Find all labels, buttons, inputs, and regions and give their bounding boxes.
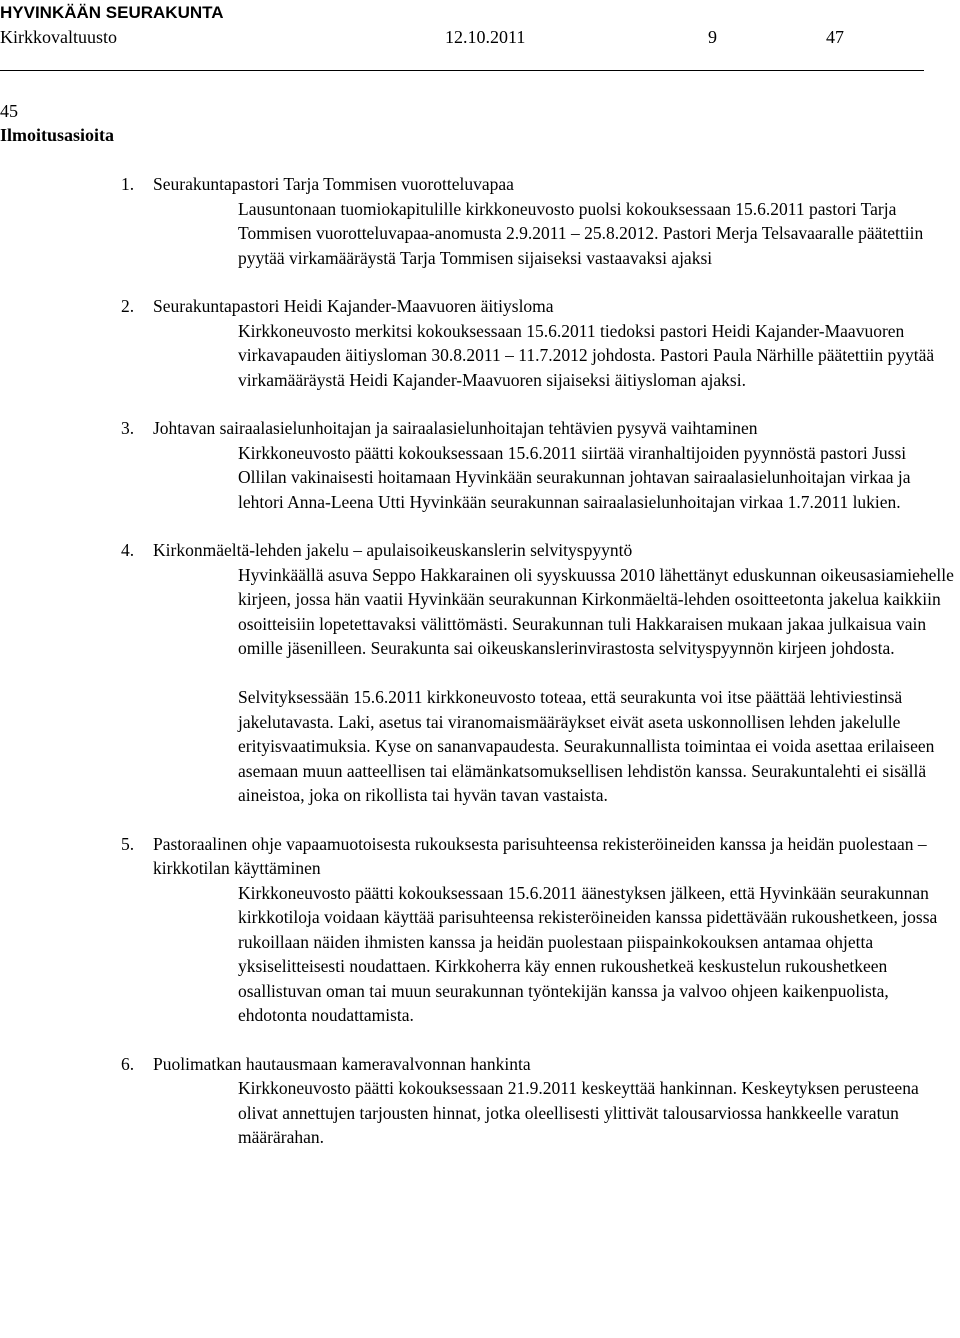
item-paragraph: Lausuntonaan tuomiokapitulille kirkkoneuvosto puolsi kokouksessaan 15.6.2011 pastori Tarja Tommisen vuorotteluvapaa-anomusta 2.9.2011 – 25.8.2012. Pastori Merja Telsavaaralle päätettiin pyytää virkamääräystä Tarja Tommisen sijaiseksi vastaavaksi ajaksi bbox=[238, 198, 924, 268]
announcement-item bbox=[0, 538, 960, 808]
header-rule bbox=[0, 70, 924, 71]
item-number: 6. bbox=[121, 1053, 135, 1074]
item-body bbox=[153, 563, 960, 808]
item-number: 5. bbox=[121, 833, 135, 854]
header-page-number: 9 bbox=[708, 27, 717, 47]
header-meta-line bbox=[0, 24, 935, 50]
item-title: Seurakuntapastori Heidi Kajander-Maavuoren äitiysloma bbox=[153, 296, 554, 316]
item-title: Pastoraalinen ohje vapaamuotoisesta rukouksesta parisuhteensa rekisteröineiden kanssa ja heidän puolestaan – kirkkotilan käyttäminen bbox=[153, 833, 927, 878]
organization-name: HYVINKÄÄN SEURAKUNTA bbox=[0, 3, 224, 22]
header-item-number: 47 bbox=[826, 27, 844, 47]
item-title: Seurakuntapastori Tarja Tommisen vuorotteluvapaa bbox=[153, 174, 514, 194]
item-body bbox=[153, 319, 960, 393]
item-body bbox=[153, 1076, 960, 1150]
announcement-item bbox=[0, 1052, 960, 1150]
item-paragraph: Kirkkoneuvosto merkitsi kokouksessaan 15.6.2011 tiedoksi pastori Heidi Kajander-Maavuoren virkavapauden äitiysloman 30.8.2011 – 11.7.2012 johdosta. Pastori Paula Närhille päätettiin pyytää virkamääräystä Heidi Kajander-Maavuoren sijaiseksi äitiysloman ajaksi. bbox=[238, 320, 935, 390]
section-title: Ilmoitusasioita bbox=[0, 125, 115, 145]
item-number: 1. bbox=[121, 174, 135, 194]
item-paragraph: Kirkkoneuvosto päätti kokouksessaan 15.6.2011 siirtää viranhaltijoiden pyynnöstä pastori Jussi Ollilan vakinaisesti hoitamaan Hyvinkään seurakunnan johtavan sairaalasielunhoitajan virkaa ja lehtori Anna-Leena Utti Hyvinkään seurakunnan sairaalasielunhoitajan virkaa 1.7.2011 lukien. bbox=[238, 442, 911, 512]
item-number: 3. bbox=[121, 418, 135, 438]
item-title: Johtavan sairaalasielunhoitajan ja sairaalasielunhoitajan tehtävien pysyvä vaihtaminen bbox=[153, 418, 758, 438]
item-paragraph: Selvityksessään 15.6.2011 kirkkoneuvosto toteaa, että seurakunta voi itse päättää lehtiviestinsä jakelutavasta. Laki, asetus tai viranomaismääräykset eivät aseta uskonnollisen lehden jakelulle erityisvaatimuksia. Kyse on sananvapaudesta. Seurakunnallista toimintaa ei voida asettaa erilaiseen asemaan muun aatteellisen tai elämänkatsomuksellisen lehdistön kanssa. Seurakuntalehti ei sisällä aineistoa, joka on rikollista tai hyvän tavan vastaista. bbox=[238, 687, 935, 805]
section-number: 45 bbox=[0, 101, 18, 121]
item-body bbox=[153, 441, 960, 515]
item-number: 4. bbox=[121, 540, 135, 560]
page-header bbox=[0, 2, 935, 50]
announcement-item bbox=[0, 294, 960, 392]
item-number: 2. bbox=[121, 296, 135, 316]
item-paragraph: Kirkkoneuvosto päätti kokouksessaan 15.6.2011 äänestyksen jälkeen, että Hyvinkään seurakunnan kirkkotiloja voidaan käyttää parisuhteensa rekisteröineiden kanssa pidettävään rukoushetkeen, jossa rukoillaan näiden ihmisten kanssa ja heidän puolestaan piispainkokouksen antamaa ohjetta yksiselitteisesti noudattaen. Kirkkoherra käy ennen rukoushetkeä keskustelun rukoushetkeen osallistuvan oman tai muun seurakunnan työntekijän kanssa ja valvoo ohjeen kaikenpuolista, ehdotonta noudattamista. bbox=[238, 882, 938, 1025]
announcement-item bbox=[0, 416, 960, 514]
item-paragraph: Kirkkoneuvosto päätti kokouksessaan 21.9.2011 keskeyttää hankinnan. Keskeytyksen perusteena olivat annettujen tarjousten hinnat, jotka oleellisesti ylittivät talousarviossa hankkeelle varatun määrärahan. bbox=[238, 1078, 919, 1147]
item-title: Kirkonmäeltä-lehden jakelu – apulaisoikeuskanslerin selvityspyyntö bbox=[153, 540, 633, 560]
item-title: Puolimatkan hautausmaan kameravalvonnan hankinta bbox=[153, 1053, 531, 1074]
announcement-list bbox=[0, 172, 960, 1174]
announcement-item bbox=[0, 832, 960, 1028]
item-paragraph: Hyvinkäällä asuva Seppo Hakkarainen oli syyskuussa 2010 lähettänyt eduskunnan oikeusasiamiehelle kirjeen, jossa hän vaatii Hyvinkään seurakunnan Kirkonmäeltä-lehden osoitteetonta jakelua kaikkiin osoitteisiin lopetettavaksi välittömästi. Seurakunnan tuli Hakkaraisen mukaan jakaa julkaisua vain omille jäsenilleen. Seurakunta sai oikeuskanslerinvirastosta selvityspyynnön kirjeen johdosta. bbox=[238, 564, 954, 658]
announcement-item bbox=[0, 172, 960, 270]
item-body bbox=[153, 881, 960, 1028]
header-body: Kirkkovaltuusto bbox=[0, 27, 117, 47]
item-body bbox=[153, 197, 960, 271]
header-date: 12.10.2011 bbox=[445, 27, 526, 47]
